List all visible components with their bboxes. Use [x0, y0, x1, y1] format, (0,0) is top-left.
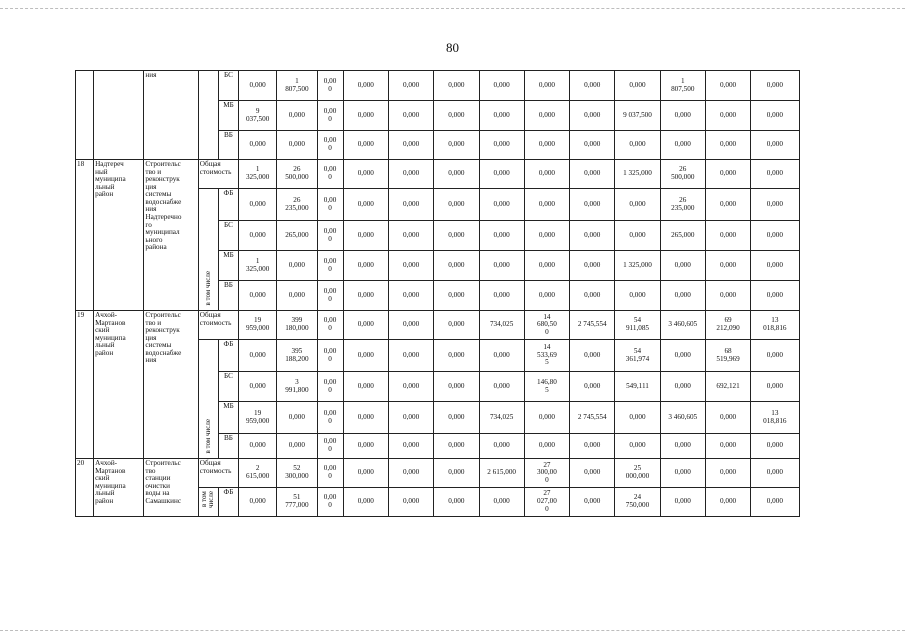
value-cell: 0,00 0 — [317, 71, 343, 101]
value-cell: 0,000 — [705, 71, 750, 101]
value-cell: 0,00 0 — [317, 488, 343, 517]
value-cell: 1 807,500 — [277, 71, 317, 101]
value-cell: 0,000 — [239, 340, 277, 372]
value-cell: 2 745,554 — [570, 311, 615, 340]
value-cell: 0,000 — [388, 372, 433, 402]
row-number-cell: 18 — [76, 160, 94, 311]
value-cell: 0,000 — [524, 131, 569, 160]
value-cell: 13 018,816 — [751, 311, 799, 340]
value-cell: 2 615,000 — [239, 459, 277, 488]
value-cell: 0,000 — [434, 131, 479, 160]
value-cell: 0,000 — [524, 434, 569, 459]
value-cell: 0,000 — [660, 459, 705, 488]
district-cell: Ачхой- Мартанов ский муниципа льный район — [94, 459, 144, 517]
value-cell: 0,000 — [705, 434, 750, 459]
value-cell: 1 325,000 — [615, 160, 660, 189]
value-cell: 0,000 — [660, 434, 705, 459]
value-cell: 0,000 — [388, 311, 433, 340]
value-cell: 0,000 — [388, 402, 433, 434]
value-cell: 0,00 0 — [317, 434, 343, 459]
value-cell: 0,000 — [277, 402, 317, 434]
funding-source-code: ВБ — [218, 281, 238, 311]
value-cell: 26 235,000 — [277, 189, 317, 221]
value-cell: 0,000 — [434, 101, 479, 131]
value-cell: 13 018,816 — [751, 402, 799, 434]
value-cell: 0,00 0 — [317, 372, 343, 402]
value-cell: 0,000 — [479, 488, 524, 517]
value-cell: 0,000 — [479, 221, 524, 251]
value-cell: 0,000 — [277, 281, 317, 311]
value-cell: 265,000 — [277, 221, 317, 251]
value-cell: 0,000 — [524, 251, 569, 281]
value-cell: 0,000 — [705, 488, 750, 517]
value-cell: 69 212,090 — [705, 311, 750, 340]
value-cell: 0,000 — [434, 459, 479, 488]
value-cell: 0,000 — [751, 189, 799, 221]
value-cell: 0,000 — [343, 434, 388, 459]
funding-source-code: ВБ — [218, 434, 238, 459]
value-cell: 0,000 — [479, 131, 524, 160]
value-cell: 0,000 — [570, 131, 615, 160]
value-cell: 0,000 — [343, 101, 388, 131]
value-cell: 26 500,000 — [277, 160, 317, 189]
table-row — [76, 71, 848, 101]
value-cell: 0,00 0 — [317, 340, 343, 372]
funding-source-code: ФБ — [218, 340, 238, 372]
funding-source-code: МБ — [218, 402, 238, 434]
value-cell: 0,000 — [277, 101, 317, 131]
value-cell: 0,000 — [524, 160, 569, 189]
value-cell: 0,000 — [239, 189, 277, 221]
value-cell: 0,000 — [479, 71, 524, 101]
value-cell: 0,000 — [434, 488, 479, 517]
value-cell: 0,000 — [388, 131, 433, 160]
district-cell: Надтереч ный муниципа льный район — [94, 160, 144, 311]
district-cell: Ачхой- Мартанов ский муниципа льный район — [94, 311, 144, 459]
project-name-cell: ния — [144, 71, 198, 160]
value-cell: 0,000 — [343, 311, 388, 340]
value-cell: 0,000 — [615, 434, 660, 459]
value-cell: 0,000 — [479, 101, 524, 131]
value-cell: 0,000 — [239, 372, 277, 402]
value-cell: 1 325,000 — [615, 251, 660, 281]
value-cell: 0,000 — [751, 71, 799, 101]
value-cell: 0,000 — [660, 131, 705, 160]
value-cell: 0,000 — [277, 131, 317, 160]
value-cell: 692,121 — [705, 372, 750, 402]
value-cell: 14 680,50 0 — [524, 311, 569, 340]
value-cell: 0,000 — [524, 281, 569, 311]
value-cell: 0,00 0 — [317, 131, 343, 160]
value-cell: 0,000 — [751, 251, 799, 281]
value-cell: 0,000 — [434, 251, 479, 281]
value-cell: 0,000 — [660, 281, 705, 311]
value-cell: 0,000 — [751, 459, 799, 488]
funding-source-code: БС — [218, 372, 238, 402]
value-cell: 1 325,000 — [239, 160, 277, 189]
value-cell: 0,000 — [751, 281, 799, 311]
scan-edge-top — [0, 8, 905, 9]
value-cell: 0,000 — [751, 131, 799, 160]
value-cell: 734,025 — [479, 311, 524, 340]
value-cell: 9 037,500 — [615, 101, 660, 131]
scan-edge-bottom — [0, 630, 905, 631]
value-cell: 265,000 — [660, 221, 705, 251]
value-cell: 0,000 — [343, 221, 388, 251]
value-cell: 68 519,969 — [705, 340, 750, 372]
value-cell: 0,000 — [615, 221, 660, 251]
value-cell: 27 300,00 0 — [524, 459, 569, 488]
value-cell: 0,000 — [751, 372, 799, 402]
value-cell: 0,000 — [434, 160, 479, 189]
value-cell: 0,000 — [751, 160, 799, 189]
value-cell: 0,000 — [660, 372, 705, 402]
value-cell: 0,000 — [705, 101, 750, 131]
table-row — [76, 160, 848, 189]
page-number: 80 — [446, 40, 459, 55]
value-cell: 0,000 — [751, 340, 799, 372]
value-cell: 0,000 — [343, 251, 388, 281]
value-cell: 54 361,974 — [615, 340, 660, 372]
value-cell: 0,00 0 — [317, 402, 343, 434]
value-cell: 3 460,605 — [660, 311, 705, 340]
value-cell: 0,000 — [239, 71, 277, 101]
value-cell: 0,000 — [705, 189, 750, 221]
value-cell: 0,000 — [570, 372, 615, 402]
value-cell: 0,000 — [479, 189, 524, 221]
value-cell: 2 745,554 — [570, 402, 615, 434]
value-cell: 0,000 — [388, 221, 433, 251]
value-cell: 0,000 — [277, 251, 317, 281]
value-cell: 0,000 — [524, 402, 569, 434]
value-cell: 0,000 — [570, 340, 615, 372]
funding-source-code: БС — [218, 221, 238, 251]
value-cell: 734,025 — [479, 402, 524, 434]
value-cell: 0,000 — [524, 189, 569, 221]
value-cell: 0,000 — [570, 281, 615, 311]
value-cell: 0,000 — [343, 281, 388, 311]
value-cell: 0,000 — [388, 281, 433, 311]
value-cell: 0,000 — [479, 434, 524, 459]
value-cell: 19 959,000 — [239, 402, 277, 434]
value-cell: 1 325,000 — [239, 251, 277, 281]
value-cell: 0,000 — [388, 160, 433, 189]
total-cost-label: Общая стоимость — [198, 459, 238, 488]
value-cell: 27 027,00 0 — [524, 488, 569, 517]
value-cell: 0,00 0 — [317, 101, 343, 131]
value-cell: 0,000 — [615, 281, 660, 311]
row-number-cell: 20 — [76, 459, 94, 517]
value-cell: 0,000 — [343, 340, 388, 372]
budget-table — [75, 70, 848, 517]
value-cell: 395 188,200 — [277, 340, 317, 372]
value-cell: 0,000 — [705, 251, 750, 281]
value-cell: 0,000 — [660, 251, 705, 281]
value-cell: 0,000 — [388, 71, 433, 101]
in-total-label: в том числе — [198, 488, 218, 517]
funding-source-code: ФБ — [218, 189, 238, 221]
value-cell: 0,000 — [524, 221, 569, 251]
project-name-cell: Строительс тво и реконструк ция системы водоснабже ния Надтеречно го муниципал ьного района — [144, 160, 198, 311]
value-cell: 0,000 — [277, 434, 317, 459]
value-cell: 399 180,000 — [277, 311, 317, 340]
value-cell: 0,000 — [239, 131, 277, 160]
value-cell: 1 807,500 — [660, 71, 705, 101]
value-cell: 26 235,000 — [660, 189, 705, 221]
value-cell: 0,000 — [615, 131, 660, 160]
value-cell: 0,000 — [388, 434, 433, 459]
value-cell: 0,00 0 — [317, 311, 343, 340]
table-row — [76, 459, 848, 488]
district-cell — [94, 71, 144, 160]
value-cell: 26 500,000 — [660, 160, 705, 189]
value-cell: 0,000 — [615, 402, 660, 434]
value-cell: 3 991,800 — [277, 372, 317, 402]
value-cell: 0,00 0 — [317, 459, 343, 488]
value-cell: 0,000 — [570, 459, 615, 488]
value-cell: 0,000 — [751, 434, 799, 459]
value-cell: 54 911,085 — [615, 311, 660, 340]
row-number-cell — [76, 71, 94, 160]
project-name-cell: Строительс тво станции очистки воды на Самашкинс — [144, 459, 198, 517]
value-cell: 0,00 0 — [317, 189, 343, 221]
value-cell: 0,000 — [343, 189, 388, 221]
value-cell: 0,000 — [388, 488, 433, 517]
value-cell: 0,00 0 — [317, 221, 343, 251]
value-cell: 19 959,000 — [239, 311, 277, 340]
value-cell: 3 460,605 — [660, 402, 705, 434]
value-cell: 0,000 — [434, 221, 479, 251]
value-cell: 0,000 — [479, 340, 524, 372]
value-cell: 0,000 — [343, 372, 388, 402]
funding-source-code: ВБ — [218, 131, 238, 160]
value-cell: 0,000 — [570, 160, 615, 189]
value-cell: 0,000 — [343, 160, 388, 189]
value-cell: 0,000 — [434, 402, 479, 434]
value-cell: 25 000,000 — [615, 459, 660, 488]
value-cell: 0,000 — [570, 488, 615, 517]
value-cell: 0,000 — [751, 488, 799, 517]
value-cell: 0,000 — [705, 221, 750, 251]
value-cell: 0,000 — [388, 340, 433, 372]
value-cell: 0,00 0 — [317, 160, 343, 189]
value-cell: 24 750,000 — [615, 488, 660, 517]
funding-source-code: МБ — [218, 101, 238, 131]
value-cell: 0,000 — [434, 71, 479, 101]
value-cell: 0,000 — [388, 251, 433, 281]
value-cell: 0,000 — [239, 221, 277, 251]
project-name-cell: Строительс тво и реконструк ция системы водоснабже ния — [144, 311, 198, 459]
value-cell: 0,000 — [660, 340, 705, 372]
value-cell: 0,000 — [570, 189, 615, 221]
value-cell: 0,000 — [434, 340, 479, 372]
value-cell: 0,000 — [570, 221, 615, 251]
value-cell: 0,000 — [388, 101, 433, 131]
value-cell: 0,000 — [751, 101, 799, 131]
in-total-label: в том числе — [198, 340, 218, 459]
value-cell: 9 037,500 — [239, 101, 277, 131]
value-cell: 0,000 — [570, 434, 615, 459]
value-cell: 0,000 — [388, 189, 433, 221]
value-cell: 0,00 0 — [317, 281, 343, 311]
funding-source-code: БС — [218, 71, 238, 101]
value-cell: 0,00 0 — [317, 251, 343, 281]
value-cell: 0,000 — [343, 459, 388, 488]
value-cell: 0,000 — [705, 160, 750, 189]
total-cost-label: Общая стоимость — [198, 160, 238, 189]
value-cell: 0,000 — [705, 459, 750, 488]
value-cell: 0,000 — [479, 160, 524, 189]
funding-source-code: МБ — [218, 251, 238, 281]
value-cell: 0,000 — [615, 71, 660, 101]
value-cell: 0,000 — [343, 71, 388, 101]
value-cell: 0,000 — [705, 131, 750, 160]
value-cell: 0,000 — [570, 251, 615, 281]
value-cell: 0,000 — [479, 281, 524, 311]
value-cell: 0,000 — [660, 101, 705, 131]
value-cell: 0,000 — [343, 131, 388, 160]
value-cell: 0,000 — [751, 221, 799, 251]
value-cell: 51 777,000 — [277, 488, 317, 517]
value-cell: 0,000 — [705, 281, 750, 311]
value-cell: 549,111 — [615, 372, 660, 402]
value-cell: 0,000 — [239, 488, 277, 517]
value-cell: 0,000 — [434, 434, 479, 459]
value-cell: 0,000 — [570, 71, 615, 101]
value-cell: 0,000 — [434, 189, 479, 221]
value-cell: 0,000 — [524, 101, 569, 131]
value-cell: 2 615,000 — [479, 459, 524, 488]
value-cell: 0,000 — [343, 402, 388, 434]
total-cost-label: Общая стоимость — [198, 311, 238, 340]
value-cell: 0,000 — [434, 372, 479, 402]
value-cell: 0,000 — [479, 251, 524, 281]
total-label-cell — [198, 71, 218, 160]
value-cell: 0,000 — [239, 281, 277, 311]
funding-source-code: ФБ — [218, 488, 238, 517]
value-cell: 0,000 — [705, 402, 750, 434]
value-cell: 0,000 — [343, 488, 388, 517]
value-cell: 0,000 — [615, 189, 660, 221]
value-cell: 0,000 — [434, 311, 479, 340]
value-cell: 0,000 — [660, 488, 705, 517]
in-total-label: в том числе — [198, 189, 218, 311]
row-number-cell: 19 — [76, 311, 94, 459]
value-cell: 0,000 — [239, 434, 277, 459]
table-row — [76, 311, 848, 340]
value-cell: 0,000 — [524, 71, 569, 101]
value-cell: 0,000 — [479, 372, 524, 402]
value-cell: 0,000 — [388, 459, 433, 488]
value-cell: 0,000 — [434, 281, 479, 311]
value-cell: 0,000 — [570, 101, 615, 131]
value-cell: 14 533,69 5 — [524, 340, 569, 372]
value-cell: 146,80 5 — [524, 372, 569, 402]
value-cell: 52 300,000 — [277, 459, 317, 488]
